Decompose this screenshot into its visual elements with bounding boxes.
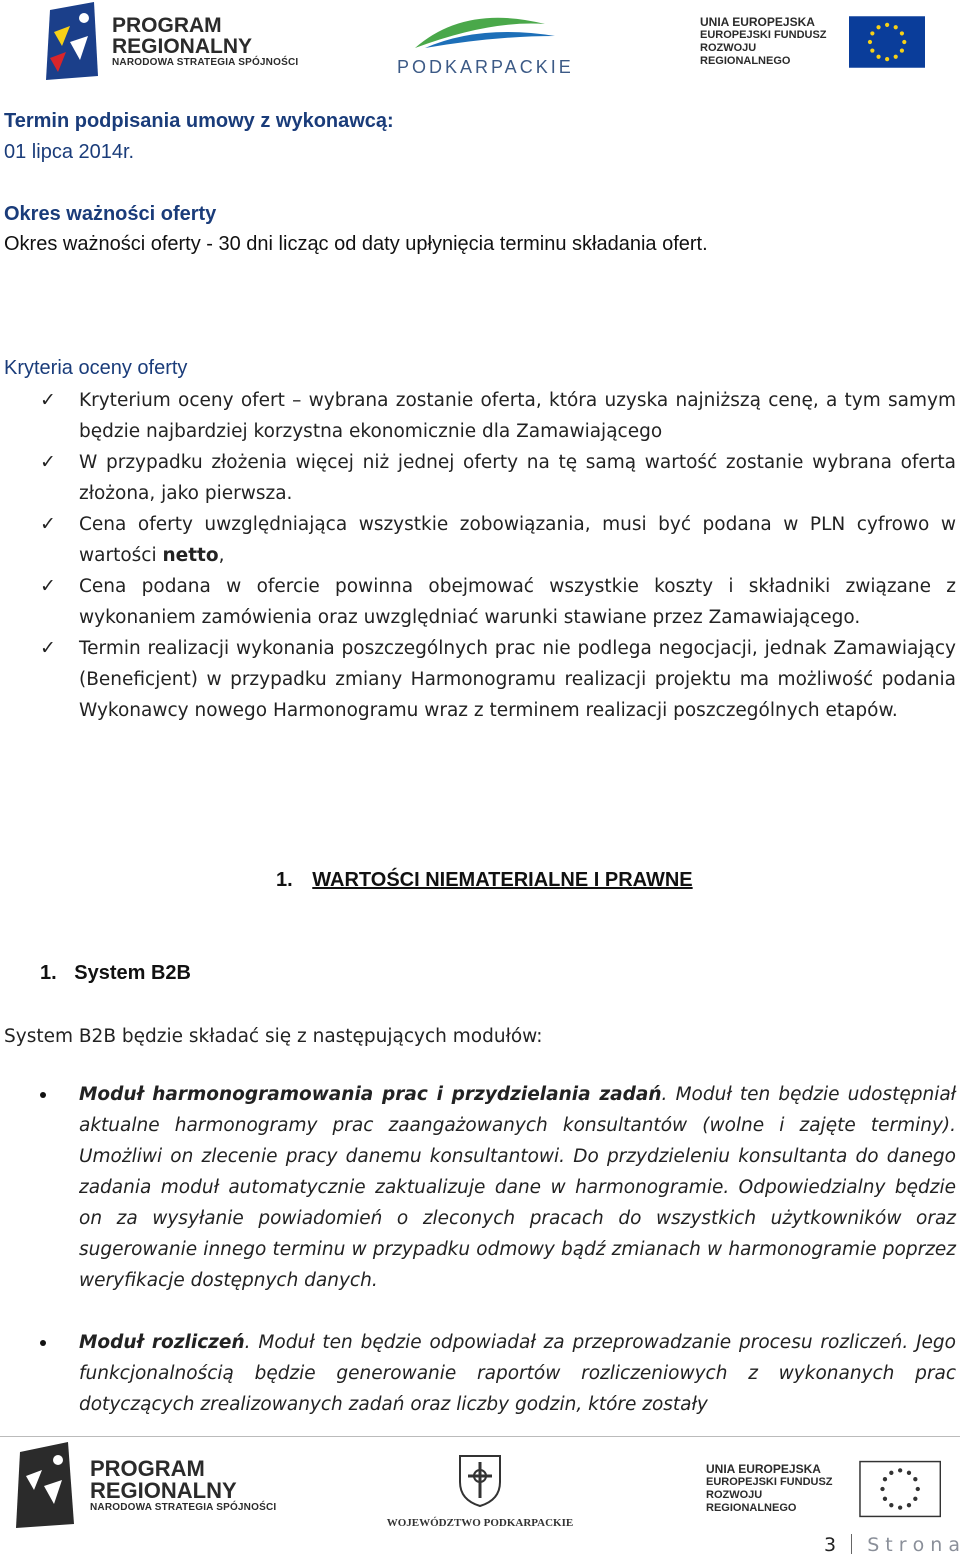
page-number-block	[824, 1534, 960, 1556]
footer-program-logo	[12, 1442, 282, 1528]
bullet-icon	[40, 1340, 46, 1346]
eu-regional-label: ROZWOJU REGIONALNEGO	[706, 1489, 797, 1514]
contract-date-title: Termin podpisania umowy z wykonawcą:	[4, 110, 394, 132]
eu-fund-label: EUROPEJSKI FUNDUSZ	[700, 29, 827, 41]
criteria-item: ✓ Termin realizacji wykonania poszczególnych prac nie podlega negocjacji, jednak Zamawiający (Beneficjent) w przypadku zmiany Harmonogramu realizacji projektu ma możliwość podania Wykonawcy nowego Harmonogramu wraz z terminem realizacji poszczególnych etapów.	[40, 633, 956, 726]
section-heading-text: WARTOŚCI NIEMATERIALNE I PRAWNE	[312, 869, 693, 891]
regionalny-label: REGIONALNY	[90, 1477, 237, 1503]
criteria-item: ✓ Kryterium oceny ofert – wybrana zostanie oferta, która uzyska najniższą cenę, a tym samym będzie najbardziej korzystna ekonomicznie dla Zamawiającego	[40, 385, 956, 447]
contract-date-value: 01 lipca 2014r.	[4, 141, 135, 163]
checkmark-icon: ✓	[40, 513, 56, 535]
page-separator	[851, 1534, 852, 1554]
validity-title: Okres ważności oferty	[4, 203, 217, 225]
module-item	[40, 1327, 956, 1420]
program-label: PROGRAM	[112, 13, 222, 37]
coat-of-arms-icon	[456, 1452, 504, 1508]
section-heading-number: 1.	[276, 869, 293, 891]
checkmark-icon: ✓	[40, 451, 56, 473]
page-number: 3	[824, 1534, 837, 1556]
footer-divider	[0, 1436, 960, 1437]
voivodeship-label: WOJEWÓDZTWO PODKARPACKIE	[386, 1517, 574, 1529]
criteria-item: ✓ Cena podana w ofercie powinna obejmować wszystkie koszty i składniki związane z wykonaniem zamówienia oraz uwzględniać warunki stawiane przez Zamawiającego.	[40, 571, 956, 633]
podkarpackie-hills-icon	[395, 10, 575, 50]
strategy-label: NARODOWA STRATEGIA SPÓJNOŚCI	[112, 56, 299, 68]
eu-regional-label: ROZWOJU REGIONALNEGO	[700, 42, 791, 67]
section-heading	[276, 869, 693, 892]
system-heading-text: System B2B	[74, 962, 191, 984]
module-item	[40, 1079, 956, 1296]
program-regionalny-emblem-icon	[12, 1442, 80, 1528]
eu-flag-icon	[849, 15, 925, 69]
system-heading-number: 1.	[40, 962, 57, 984]
bullet-icon	[40, 1092, 46, 1098]
system-intro: System B2B będzie składać się z następujących modułów:	[4, 1026, 543, 1047]
footer-eu-logo	[706, 1458, 941, 1520]
checkmark-icon: ✓	[40, 575, 56, 597]
program-regionalny-emblem-icon	[40, 2, 104, 80]
eu-title: UNIA EUROPEJSKA	[700, 15, 815, 29]
eu-title: UNIA EUROPEJSKA	[706, 1462, 821, 1476]
podkarpackie-label: PODKARPACKIE	[397, 57, 574, 77]
podkarpackie-logo	[395, 10, 575, 77]
module-title: Moduł rozliczeń	[79, 1332, 245, 1353]
criteria-item: ✓ W przypadku złożenia więcej niż jednej oferty na tę samą wartość zostanie wybrana oferta złożona, jako pierwsza.	[40, 447, 956, 509]
eu-flag-icon	[859, 1460, 941, 1518]
modules-list	[40, 1079, 956, 1451]
module-description: . Moduł ten będzie udostępniał aktualne harmonogramy prac zaangażowanych konsultantów (wolne i zajęte terminy). Umożliwi on zlecenie pracy danemu konsultantowi. Do przydzieleniu konsultanta do danego zadania moduł automatycznie zaktualizuje dane w harmonogramie. Odpowiedzialny będzie on za wysyłanie powiadomień o zleconych pracach do wszystkich użytkowników oraz sugerowanie innego terminu w przypadku odmowy bądź zmianach w harmonogramie poprzez weryfikacje dostępnych danych.	[79, 1084, 956, 1291]
strategy-label: NARODOWA STRATEGIA SPÓJNOŚCI	[90, 1501, 277, 1513]
module-description: . Moduł ten będzie odpowiadał za przeprowadzanie procesu rozliczeń. Jego funkcjonalnością będzie generowanie raportów rozliczeniowych z wykonanych prac dotyczących zrealizowanych zadań oraz liczby godzin, które zostały	[79, 1332, 956, 1415]
system-heading	[40, 962, 191, 985]
criteria-list	[40, 385, 956, 726]
module-title: Moduł harmonogramowania prac i przydzielania zadań	[79, 1084, 662, 1105]
page-label: S t r o n a	[867, 1534, 960, 1556]
regionalny-label: REGIONALNY	[112, 34, 253, 58]
program-label: PROGRAM	[90, 1455, 205, 1481]
checkmark-icon: ✓	[40, 389, 56, 411]
criteria-title: Kryteria oceny oferty	[4, 357, 188, 379]
checkmark-icon: ✓	[40, 637, 56, 659]
program-regionalny-logo	[40, 2, 300, 80]
netto-emphasis: netto	[162, 545, 219, 566]
eu-fund-label: EUROPEJSKI FUNDUSZ	[706, 1476, 833, 1488]
criteria-item: ✓ Cena oferty uwzględniająca wszystkie zobowiązania, musi być podana w PLN cyfrowo w wartości netto,	[40, 509, 956, 571]
voivodeship-logo	[380, 1452, 580, 1532]
eu-logo	[700, 14, 925, 70]
validity-value: Okres ważności oferty - 30 dni licząc od daty upłynięcia terminu składania ofert.	[4, 233, 708, 255]
